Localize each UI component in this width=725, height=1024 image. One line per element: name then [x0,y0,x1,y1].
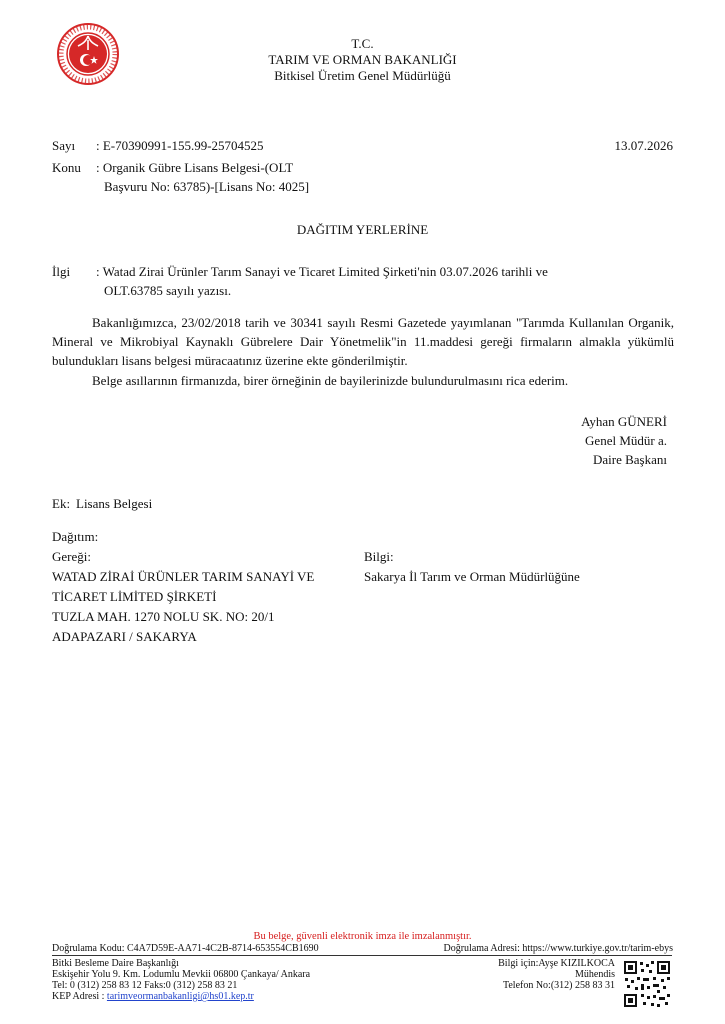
letterhead [0,36,725,84]
bilgi-list [364,567,580,587]
header-ministry: TARIM VE ORMAN BAKANLIĞI [268,52,457,67]
verification-code: Doğrulama Kodu: C4A7D59E-AA71-4C2B-8714-653554CB1690 [52,943,319,954]
kep-label: KEP Adresi : [52,991,105,1002]
geregi-line: WATAD ZİRAİ ÜRÜNLER TARIM SANAYİ VE [52,569,315,584]
signatory-name: Ayhan GÜNERİ [581,414,667,429]
attachment-value: Lisans Belgesi [76,496,153,511]
footer-address: Eskişehir Yolu 9. Km. Lodumlu Mevkii 06800 Çankaya/ Ankara [52,969,311,980]
info-person: Bilgi için:Ayşe KIZILKOCA [498,958,615,969]
footer-info [498,958,615,991]
geregi-line: TİCARET LİMİTED ŞİRKETİ [52,589,217,604]
konu-label: Konu [52,160,81,175]
distribution-label: Dağıtım: [52,529,99,544]
geregi-list [52,567,314,647]
konu-line2: Başvuru No: 63785)-[Lisans No: 4025] [104,179,310,194]
signatory-title-2: Daire Başkanı [592,452,667,467]
ilgi-line2: OLT.63785 sayılı yazısı. [104,283,232,298]
attachment-label: Ek: [52,496,71,511]
footer-tel-fax: Tel: 0 (312) 258 83 12 Faks:0 (312) 258 83 21 [52,980,238,991]
bilgi-line: Sakarya İl Tarım ve Orman Müdürlüğüne [364,569,580,584]
document-date: 13.07.2026 [614,138,673,153]
sayi-label: Sayı [52,138,76,153]
bilgi-label: Bilgi: [364,549,394,564]
body-paragraph-2: Belge asıllarının firmanızda, birer örneğinin de bayilerinizde bulundurulmasını rica ederim. [92,373,569,388]
footer-kep [52,991,310,1002]
info-phone: Telefon No:(312) 258 83 31 [502,980,615,991]
footer-divider [52,955,672,956]
kep-address-link[interactable]: tarimveormanbakanligi@hs01.kep.tr [106,991,254,1002]
signatory-title-1: Genel Müdür a. [585,433,667,448]
signature-block [581,412,667,469]
footer-contact [52,958,310,1002]
header-directorate: Bitkisel Üretim Genel Müdürlüğü [274,68,451,83]
sayi-value: : E-70390991-155.99-25704525 [96,138,264,153]
verification-address[interactable]: Doğrulama Adresi: https://www.turkiye.gov.tr/tarim-ebys [443,943,673,954]
ilgi-line1: : Watad Zirai Ürünler Tarım Sanayi ve Ticaret Limited Şirketi'nin 03.07.2026 tarihli ve [96,264,548,279]
ilgi-label: İlgi [52,264,71,279]
geregi-line: TUZLA MAH. 1270 NOLU SK. NO: 20/1 [52,609,275,624]
qr-code [623,960,671,1008]
info-title: Mühendis [575,969,615,980]
recipient-heading: DAĞITIM YERLERİNE [296,222,429,237]
body-paragraph-1: Bakanlığımızca, 23/02/2018 tarih ve 30341 sayılı Resmi Gazetede yayımlanan "Tarımda Kullanılan Organik, Mineral ve Mikrobiyal Kaynaklı Gübrelere Dair Yönetmelik"in 11.maddesi gereği firmaların almakla yükümlü bulundukları lisans belgesi müracaatınız üzerine ekte gönderilmiştir. [52,315,674,368]
footer-department: Bitki Besleme Daire Başkanlığı [52,958,179,969]
konu-line1: : Organik Gübre Lisans Belgesi-(OLT [96,160,294,175]
esign-note: Bu belge, güvenli elektronik imza ile imzalanmıştır. [253,931,472,942]
geregi-label: Gereği: [52,549,91,564]
geregi-line: ADAPAZARI / SAKARYA [52,629,197,644]
header-line-tc: T.C. [351,36,374,51]
